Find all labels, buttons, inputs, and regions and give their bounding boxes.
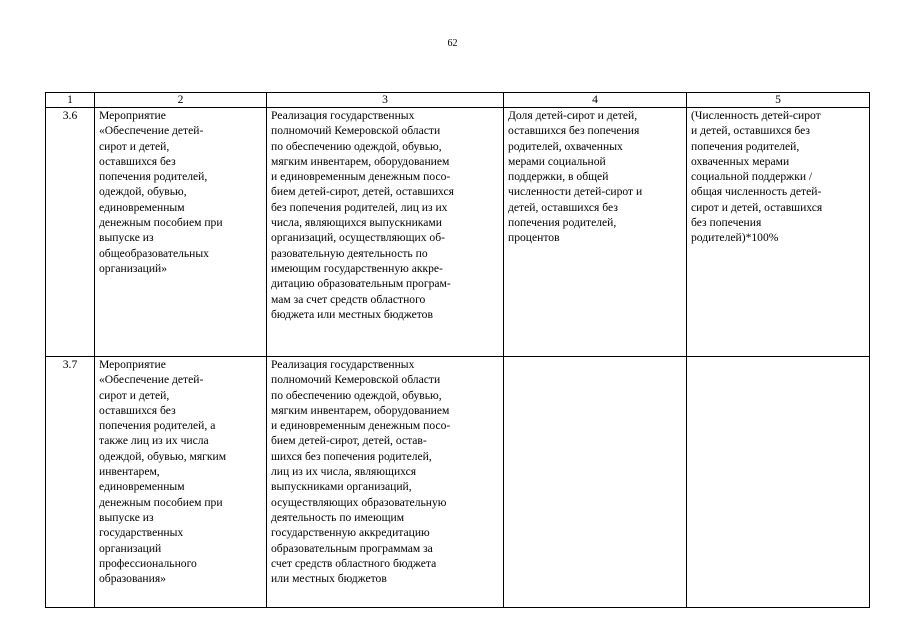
cell-text-line: оставшихся без [99, 403, 176, 417]
cell-text-line: попечения родителей, а [99, 419, 216, 433]
cell-text-line: выпуске из [99, 231, 154, 245]
column-header: 5 [687, 93, 870, 108]
cell-text-line: процентов [508, 231, 560, 245]
measure-name-cell [95, 108, 267, 357]
cell-text-line: общеобразовательных [99, 246, 209, 260]
cell-text-line: одеждой, обувью, [99, 185, 187, 199]
formula-cell [687, 108, 870, 357]
cell-text-line: численности детей-сирот и [508, 185, 643, 199]
measure-name-cell [95, 357, 267, 608]
cell-text-line: родителей)*100% [691, 231, 779, 245]
cell-text-line: мерами социальной [508, 154, 606, 168]
cell-text-line: «Обеспечение детей- [99, 373, 204, 387]
cell-text-line: инвентарем, [99, 465, 160, 479]
cell-text-line: полномочий Кемеровской области [271, 124, 441, 138]
page-number: 62 [447, 38, 458, 49]
indicator-cell [504, 357, 687, 608]
row-number: 3.7 [46, 357, 95, 608]
cell-text-line: организаций, осуществляющих об- [271, 231, 445, 245]
cell-text-line: попечения родителей, [99, 170, 208, 184]
cell-text-line: оставшихся без попечения [508, 124, 640, 138]
cell-text-line: организаций [99, 541, 162, 555]
column-header: 4 [504, 93, 687, 108]
cell-text-line: Реализация государственных [271, 358, 415, 371]
indicator-cell [504, 108, 687, 357]
cell-text-line: единовременным [99, 200, 185, 214]
cell-text-line: Доля детей-сирот и детей, [508, 109, 638, 122]
cell-text-line: деятельность по имеющим [271, 510, 405, 524]
cell-text-line: одеждой, обувью, мягким [99, 449, 227, 463]
cell-text-line: разовательную деятельность по [271, 246, 428, 260]
implementation-cell [267, 108, 504, 357]
column-header: 3 [267, 93, 504, 108]
cell-text-line: попечения родителей, [691, 139, 800, 153]
cell-text-line: бюджета или местных бюджетов [271, 307, 433, 321]
cell-text-line: лиц из их числа, являющихся [271, 465, 417, 479]
cell-text-line: охваченных мерами [691, 154, 790, 168]
cell-text-line: осуществляющих образовательную [271, 495, 447, 509]
cell-text-line: без попечения [691, 216, 762, 230]
cell-text-line: организаций» [99, 261, 168, 275]
table-row [46, 108, 870, 357]
cell-text-line: по обеспечению одеждой, обувью, [271, 388, 442, 402]
cell-text-line: Мероприятие [99, 109, 166, 122]
cell-text-line: дитацию образовательным програм- [271, 277, 451, 291]
cell-text-line: или местных бюджетов [271, 572, 387, 586]
cell-text-line: сирот и детей, [99, 139, 170, 153]
cell-text-line: по обеспечению одеждой, обувью, [271, 139, 442, 153]
cell-text-line: поддержки, в общей [508, 170, 609, 184]
cell-text-line: выпускниками организаций, [271, 480, 412, 494]
table-header-row [46, 93, 870, 108]
cell-text-line: мягким инвентарем, оборудованием [271, 403, 450, 417]
cell-text-line: сирот и детей, [99, 388, 170, 402]
cell-text-line: также лиц из их числа [99, 434, 209, 448]
cell-text-line: образовательным программам за [271, 541, 433, 555]
cell-text-line: социальной поддержки / [691, 170, 813, 184]
cell-text-line: и единовременным денежным посо- [271, 170, 451, 184]
cell-text-line: Реализация государственных [271, 109, 415, 122]
cell-text-line: имеющим государственную аккре- [271, 261, 443, 275]
cell-text-line: денежным пособием при [99, 216, 223, 230]
cell-text-line: мам за счет средств областного [271, 292, 426, 306]
cell-text-line: полномочий Кемеровской области [271, 373, 441, 387]
cell-text-line: родителей, охваченных [508, 139, 623, 153]
cell-text-line: и единовременным денежным посо- [271, 419, 451, 433]
cell-text-line: выпуске из [99, 510, 154, 524]
cell-text-line: образования» [99, 572, 166, 586]
row-number: 3.6 [46, 108, 95, 357]
cell-text-line: «Обеспечение детей- [99, 124, 204, 138]
cell-text-line: Мероприятие [99, 358, 166, 371]
cell-text-line: единовременным [99, 480, 185, 494]
cell-text-line: государственных [99, 526, 184, 540]
column-header: 1 [46, 93, 95, 108]
table-row [46, 357, 870, 608]
column-header: 2 [95, 93, 267, 108]
cell-text-line: бием детей-сирот, детей, остав- [271, 434, 427, 448]
cell-text-line: общая численность детей- [691, 185, 822, 199]
cell-text-line: государственную аккредитацию [271, 526, 430, 540]
cell-text-line: профессионального [99, 556, 197, 570]
cell-text-line: шихся без попечения родителей, [271, 449, 432, 463]
measures-table [45, 92, 870, 608]
cell-text-line: денежным пособием при [99, 495, 223, 509]
cell-text-line: сирот и детей, оставшихся [691, 200, 823, 214]
cell-text-line: (Численность детей-сирот [691, 109, 821, 122]
cell-text-line: попечения родителей, [508, 216, 617, 230]
formula-cell [687, 357, 870, 608]
cell-text-line: детей, оставшихся без [508, 200, 618, 214]
cell-text-line: и детей, оставшихся без [691, 124, 811, 138]
cell-text-line: числа, являющихся выпускниками [271, 216, 442, 230]
cell-text-line: счет средств областного бюджета [271, 556, 437, 570]
cell-text-line: бием детей-сирот, детей, оставшихся [271, 185, 454, 199]
cell-text-line: мягким инвентарем, оборудованием [271, 154, 450, 168]
cell-text-line: оставшихся без [99, 154, 176, 168]
cell-text-line: без попечения родителей, лиц из их [271, 200, 448, 214]
implementation-cell [267, 357, 504, 608]
